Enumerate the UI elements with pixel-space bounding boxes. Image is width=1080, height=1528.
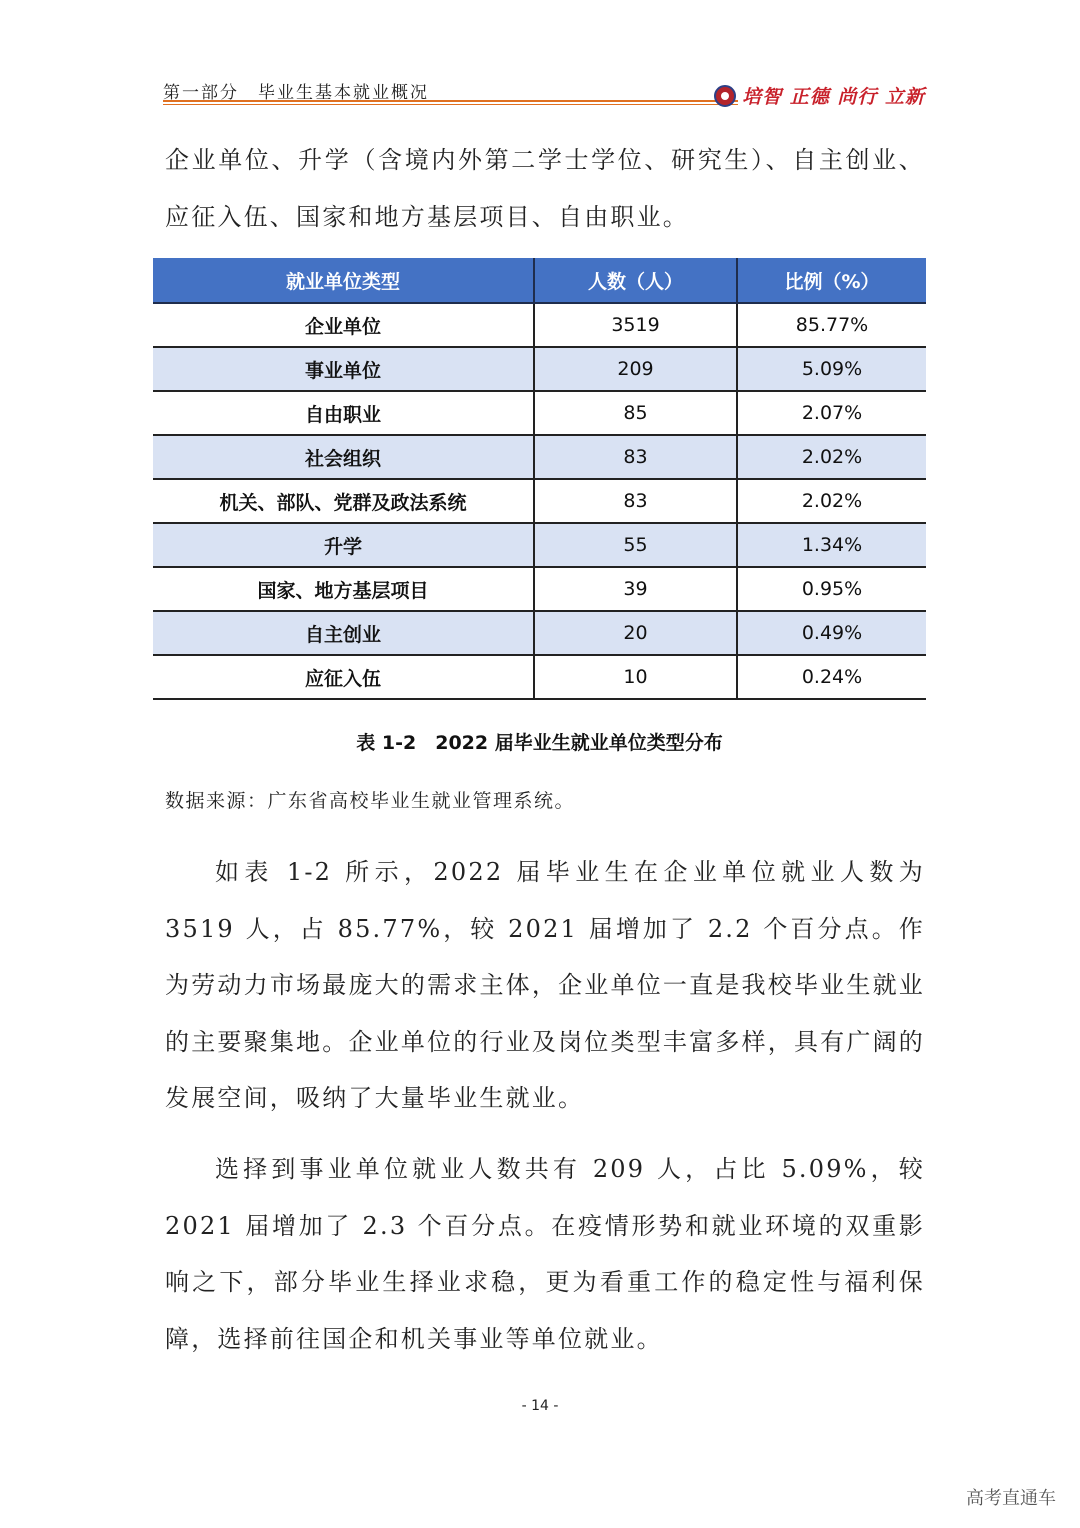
cell-count: 3519 <box>534 303 737 347</box>
cell-type: 企业单位 <box>153 303 534 347</box>
cell-ratio: 2.02% <box>737 479 926 523</box>
body-paragraph: 选择到事业单位就业人数共有 209 人，占比 5.09%，较 2021 届增加了 2.3 个百分点。在疫情形势和就业环境的双重影响之下，部分毕业生择业求稳，更为看重工作的稳定性与福利保障，选择前往国企和机关事业等单位就业。 <box>165 1155 925 1353</box>
column-header-ratio: 比例（%） <box>737 258 926 303</box>
table-row <box>153 435 926 479</box>
cell-type: 自主创业 <box>153 611 534 655</box>
cell-ratio: 0.49% <box>737 611 926 655</box>
table-row <box>153 655 926 699</box>
table-caption: 表 1-2 2022 届毕业生就业单位类型分布 <box>356 732 723 754</box>
cell-type: 社会组织 <box>153 435 534 479</box>
page-header <box>163 72 925 112</box>
table-row <box>153 347 926 391</box>
table-row <box>153 479 926 523</box>
intro-paragraph: 企业单位、升学（含境内外第二学士学位、研究生）、自主创业、应征入伍、国家和地方基层项目、自由职业。 <box>165 146 925 231</box>
cell-type: 应征入伍 <box>153 655 534 699</box>
cell-count: 20 <box>534 611 737 655</box>
cell-type: 机关、部队、党群及政法系统 <box>153 479 534 523</box>
cell-ratio: 1.34% <box>737 523 926 567</box>
cell-ratio: 0.24% <box>737 655 926 699</box>
cell-count: 83 <box>534 435 737 479</box>
cell-count: 83 <box>534 479 737 523</box>
cell-type: 升学 <box>153 523 534 567</box>
cell-count: 39 <box>534 567 737 611</box>
cell-ratio: 2.07% <box>737 391 926 435</box>
cell-type: 自由职业 <box>153 391 534 435</box>
watermark: 高考直通车 <box>966 1488 1056 1509</box>
cell-type: 国家、地方基层项目 <box>153 567 534 611</box>
cell-count: 85 <box>534 391 737 435</box>
data-source-note: 数据来源：广东省高校毕业生就业管理系统。 <box>165 790 576 812</box>
cell-ratio: 2.02% <box>737 435 926 479</box>
table-row <box>153 611 926 655</box>
table-row <box>153 567 926 611</box>
body-paragraph: 如表 1-2 所示，2022 届毕业生在企业单位就业人数为 3519 人，占 85.77%，较 2021 届增加了 2.2 个百分点。作为劳动力市场最庞大的需求主体，企业单位一直是我校毕业生就业的主要聚集地。企业单位的行业及岗位类型丰富多样，具有广阔的发展空间，吸纳了大量毕业生就业。 <box>165 858 925 1112</box>
page-number: - 14 - <box>521 1398 559 1414</box>
cell-type: 事业单位 <box>153 347 534 391</box>
cell-ratio: 85.77% <box>737 303 926 347</box>
school-motto <box>714 82 925 109</box>
table-header-row <box>153 258 926 303</box>
column-header-count: 人数（人） <box>534 258 737 303</box>
table-row <box>153 303 926 347</box>
cell-ratio: 5.09% <box>737 347 926 391</box>
school-emblem-icon <box>714 85 736 107</box>
cell-count: 209 <box>534 347 737 391</box>
column-header-type: 就业单位类型 <box>153 258 534 303</box>
table-row <box>153 391 926 435</box>
cell-count: 55 <box>534 523 737 567</box>
header-rule <box>163 100 738 105</box>
cell-ratio: 0.95% <box>737 567 926 611</box>
header-title: 第一部分 毕业生基本就业概况 <box>163 83 429 103</box>
employment-type-table <box>153 258 926 700</box>
motto-text: 培智 正德 尚行 立新 <box>742 86 925 108</box>
table-row <box>153 523 926 567</box>
cell-count: 10 <box>534 655 737 699</box>
